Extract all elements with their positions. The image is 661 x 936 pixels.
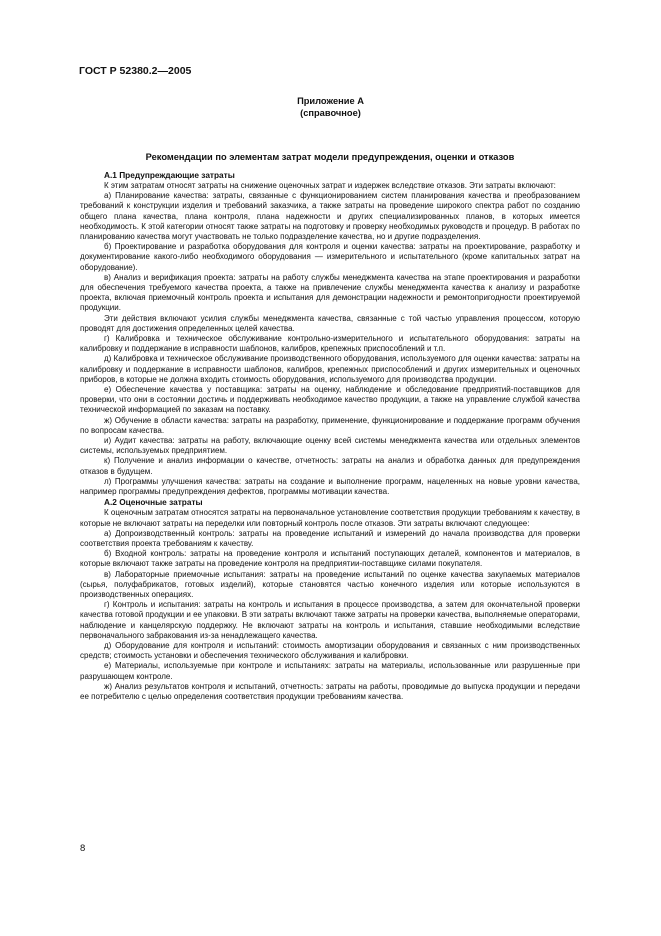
- paragraph: К оценочным затратам относятся затраты на первоначальное установление соответствия продукции требованиям к качеству, в которые не включают затраты на переделки или повторный контроль после отказов. Эти затраты включают следующее:: [80, 508, 580, 528]
- paragraph: е) Обеспечение качества у поставщика: затраты на оценку, наблюдение и обследование предприятий-поставщиков для проверки, что они в состоянии достичь и поддерживать необходимое качество продукции, а также на управление службой качества технической информацией по заказам на поставку.: [80, 385, 580, 415]
- appendix-title: Приложение А: [297, 96, 364, 106]
- paragraph: д) Оборудование для контроля и испытаний: стоимость амортизации оборудования и связанных с ним производственных средств; стоимость установки и обеспечения технического обслуживания и калибровки.: [80, 640, 580, 661]
- paragraph: а) Планирование качества: затраты, связанные с функционированием систем планирования качества и преобразованием требований к конструкции изделия и требований заказчика, а также затраты на проведение широкого спектра работ по созданию общего плана качества, плана контроля, плана надежности и других специализированных планов, в которых имеется необходимость. К этой категории относят также затраты на подготовку и проверку необходимых руководств и процедур. В работах по планированию качества могут участвовать не только подразделение качества, но и другие подразделения.: [80, 191, 580, 242]
- paragraph: К этим затратам относят затраты на снижение оценочных затрат и издержек вследствие отказов. Эти затраты включают:: [104, 181, 556, 190]
- page-title: Рекомендации по элементам затрат модели предупреждения, оценки и отказов: [145, 152, 515, 162]
- paragraph: в) Анализ и верификация проекта: затраты на работу службы менеджмента качества на этапе проектирования и разработки для обеспечения требуемого качества проекта, а также на привлечение службы менеджмента качества к анализу и разработке проекта, включая приемочный контроль проекта и испытания для демонстрации надежности и ремонтопригодности проектируемой продукции.: [80, 272, 580, 313]
- section-heading: А.1 Предупреждающие затраты: [104, 170, 235, 180]
- paragraph: ж) Обучение в области качества: затраты на разработку, применение, функционирование и поддержание программ обучения по вопросам качества.: [80, 415, 580, 435]
- paragraph: л) Программы улучшения качества: затраты на создание и выполнение программ, нацеленных на новые уровни качества, например программы предупреждения дефектов, программы мотивации качества.: [80, 476, 580, 497]
- paragraph: б) Входной контроль: затраты на проведение контроля и испытаний поступающих деталей, компонентов и материалов, в которые включают также затраты на проведение контроля на предприятии-поставщике силами покупателя.: [80, 549, 580, 569]
- paragraph: а) Допроизводственный контроль: затраты на проведение испытаний и измерений до начала производства для проверки соответствия проекта требованиям к качеству.: [80, 528, 580, 548]
- paragraph: к) Получение и анализ информации о качестве, отчетность: затраты на анализ и обработка данных для предупреждения отказов в будущем.: [80, 456, 580, 476]
- section-heading: А.2 Оценочные затраты: [104, 497, 203, 508]
- paragraph: е) Материалы, используемые при контроле и испытаниях: затраты на материалы, использованные или разрушенные при разрушающем контроле.: [80, 661, 580, 681]
- paragraph: ж) Анализ результатов контроля и испытаний, отчетность: затраты на работы, проводимые до выпуска продукции и передачи ее потребителю с целью определения соответствия продукции требованиям качества.: [80, 681, 580, 701]
- appendix-label: [0, 95, 661, 119]
- paragraph: г) Контроль и испытания: затраты на контроль и испытания в процессе производства, а затем для окончательной проверки качества готовой продукции и ее упаковки. В эти затраты включают также затраты на проверки качества, выполняемые операторами, наблюдение и канцелярскую поддержку. Не включают затраты на контроль и испытания, ставшие необходимыми вследствие первоначального забракования из-за ненадлежащего качества.: [80, 600, 580, 640]
- paragraph: д) Калибровка и техническое обслуживание производственного оборудования, используемого для оценки качества: затраты на калибровку и поддержание в исправности шаблонов, калибров, крепежных приспособлений и других измерительных и оценочных приборов, в которые не должна входить стоимость оборудования, используемого для производства продукции.: [80, 354, 580, 384]
- paragraph: Эти действия включают усилия службы менеджмента качества, связанные с той частью управления процессом, которую проводят для достижения определенных целей качества.: [80, 313, 580, 333]
- document-header: ГОСТ Р 52380.2—2005: [79, 65, 192, 77]
- document-body: [80, 170, 580, 702]
- appendix-note: (справочное): [300, 108, 361, 118]
- page-number: 8: [80, 843, 86, 854]
- paragraph: и) Аудит качества: затраты на работу, включающие оценку всей системы менеджмента качества или отдельных элементов системы, используемых предприятием.: [80, 436, 580, 456]
- paragraph: б) Проектирование и разработка оборудования для контроля и оценки качества: затраты на проектирование, разработку и документирование какого-либо необходимого оборудования — измерительного и испытательного (кроме капитальных затрат на оборудование).: [80, 242, 580, 272]
- paragraph: г) Калибровка и техническое обслуживание контрольно-измерительного и испытательного оборудования: затраты на калибровку и поддержание в исправности шаблонов, калибров, крепежных приспособлений и т.п.: [80, 334, 580, 354]
- paragraph: в) Лабораторные приемочные испытания: затраты на проведение испытаний по оценке качества закупаемых материалов (сырья, полуфабрикатов, готовых изделий), которые становятся частью конечного изделия или которые используются в производственных операциях.: [80, 569, 580, 599]
